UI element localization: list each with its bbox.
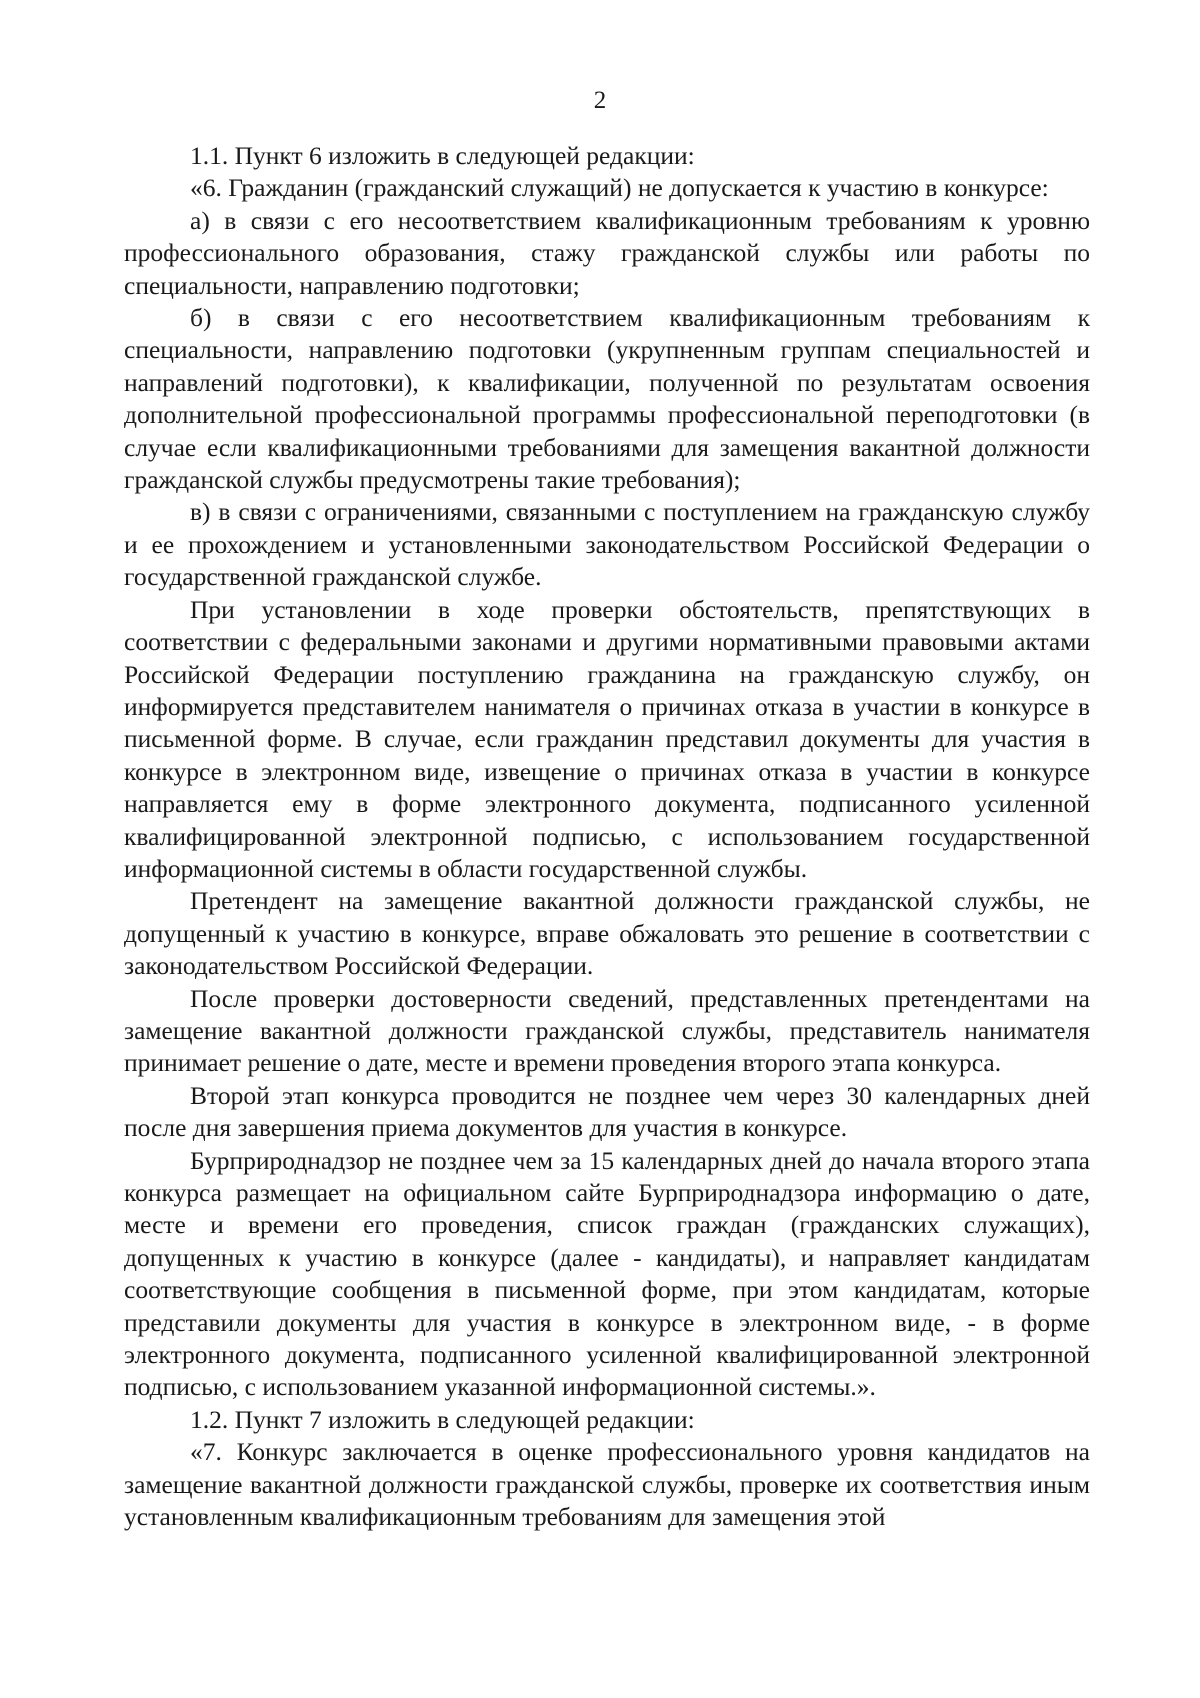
paragraph-circumstances: При установлении в ходе проверки обстоятельств, препятствующих в соответствии с федеральными законами и другими нормативными правовыми актами Российской Федерации поступлению гражданина на гражданскую службу, он информируется представителем нанимателя о причинах отказа в участии в конкурсе в письменной форме. В случае, если гражданин представил документы для участия в конкурсе в электронном виде, извещение о причинах отказа в участии в конкурсе направляется ему в форме электронного документа, подписанного усиленной квалифицированной электронной подписью, с использованием государственной информационной системы в области государственной службы. [124, 594, 1090, 883]
paragraph-item-6: «6. Гражданин (гражданский служащий) не допускается к участию в конкурсе: [190, 173, 1049, 203]
paragraph-appeal: Претендент на замещение вакантной должности гражданской службы, не допущенный к участию в конкурсе, вправе обжаловать это решение в соответствии с законодательством Российской Федерации. [124, 886, 1090, 981]
paragraph-item-7: «7. Конкурс заключается в оценке профессионального уровня кандидатов на замещение вакантной должности гражданской службы, проверке их соответствия иным установленным квалификационным требованиям для замещения этой [124, 1437, 1090, 1532]
paragraph-subitem-b: б) в связи с его несоответствием квалификационным требованиям к специальности, направлению подготовки (укрупненным группам специальностей и направлений подготовки), к квалификации, полученной по результатам освоения дополнительной профессиональной программы профессиональной переподготовки (в случае если квалификационными требованиями для замещения вакантной должности гражданской службы предусмотрены такие требования); [124, 303, 1090, 495]
paragraph-subitem-v: в) в связи с ограничениями, связанными с поступлением на гражданскую службу и ее прохождением и установленными законодательством Российской Федерации о государственной гражданской службе. [124, 497, 1090, 592]
paragraph-verification: После проверки достоверности сведений, представленных претендентами на замещение вакантной должности гражданской службы, представитель нанимателя принимает решение о дате, месте и времени проведения второго этапа конкурса. [124, 983, 1090, 1078]
paragraph-1-1-heading: 1.1. Пункт 6 изложить в следующей редакции: [190, 141, 695, 170]
document-body [124, 140, 1090, 1533]
paragraph-second-stage: Второй этап конкурса проводится не позднее чем через 30 календарных дней после дня завершения приема документов для участия в конкурсе. [124, 1080, 1090, 1143]
paragraph-subitem-a: а) в связи с его несоответствием квалификационным требованиям к уровню профессионального образования, стажу гражданской службы или работы по специальности, направлению подготовки; [124, 205, 1090, 300]
paragraph-notification: Бурприроднадзор не позднее чем за 15 календарных дней до начала второго этапа конкурса размещает на официальном сайте Бурприроднадзора информацию о дате, месте и времени его проведения, список граждан (гражданских служащих), допущенных к участию в конкурсе (далее - кандидаты), и направляет кандидатам соответствующие сообщения в письменной форме, при этом кандидатам, которые представили документы для участия в конкурсе в электронном виде, - в форме электронного документа, подписанного усиленной квалифицированной электронной подписью, с использованием указанной информационной системы.». [124, 1145, 1090, 1402]
page-number: 2 [593, 87, 607, 114]
paragraph-1-2-heading: 1.2. Пункт 7 изложить в следующей редакции: [190, 1404, 695, 1434]
